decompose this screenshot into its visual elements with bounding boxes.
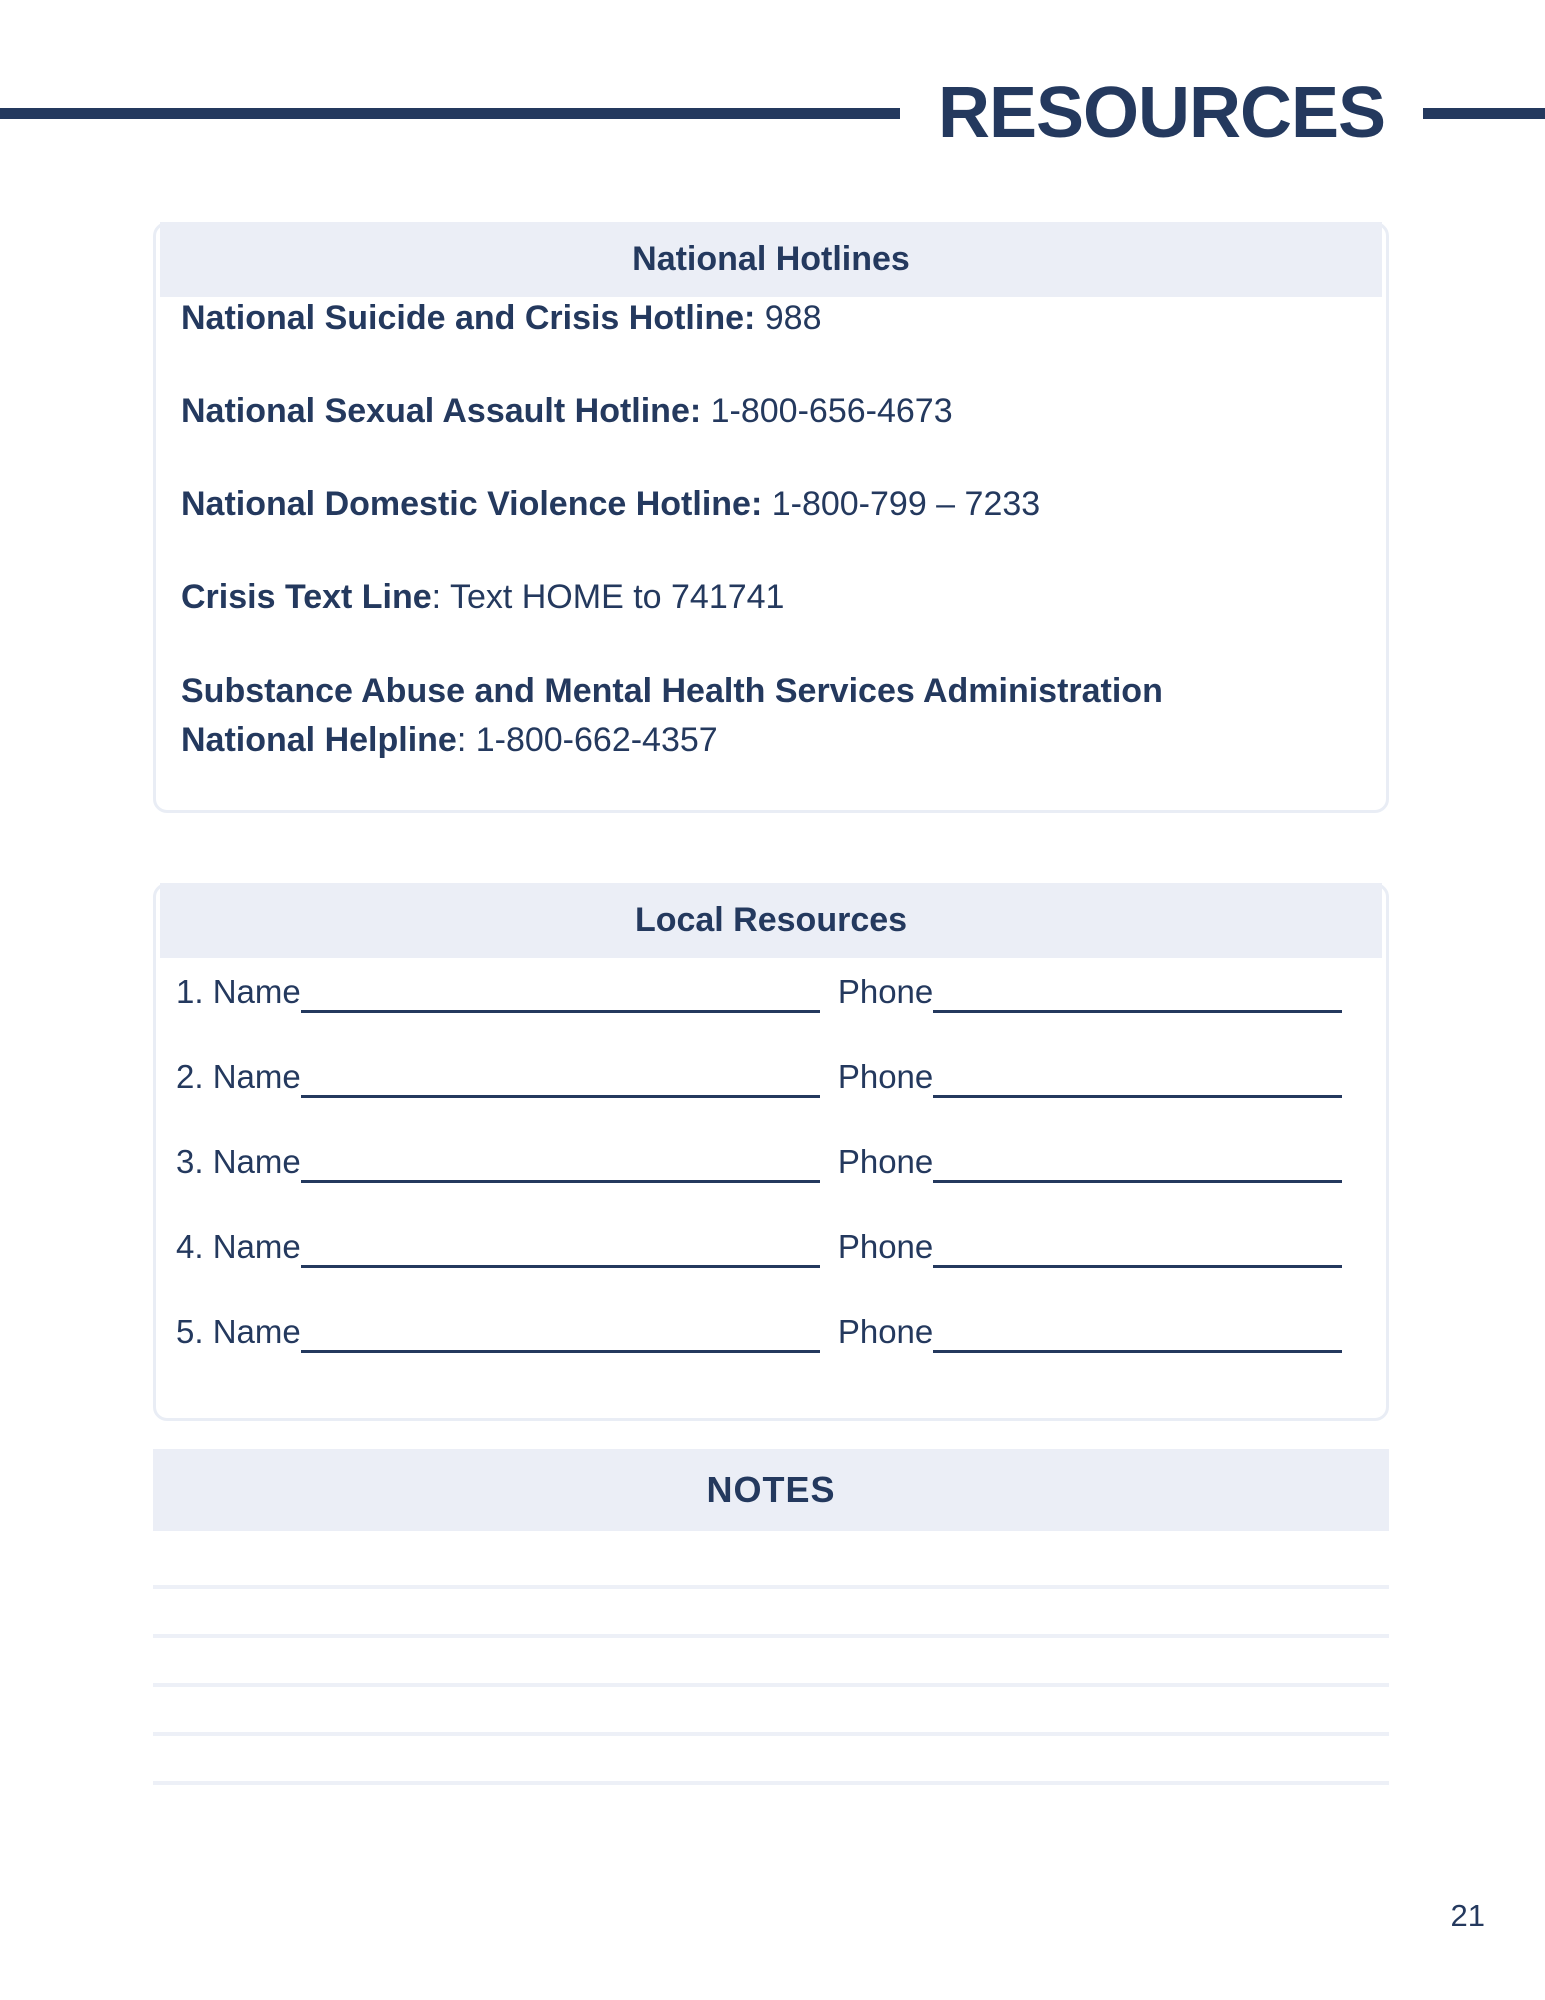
hotline-entry <box>181 481 1356 527</box>
hotline-value: : Text HOME to 741741 <box>431 578 785 616</box>
phone-blank-line <box>933 1147 1342 1183</box>
hotline-value: 1-800-799 – 7233 <box>762 485 1041 523</box>
hotline-label: National Domestic Violence Hotline: <box>181 485 763 523</box>
name-blank-line <box>301 1147 820 1183</box>
notes-area <box>153 1585 1389 1785</box>
phone-label: Phone <box>837 1313 934 1350</box>
hotline-label: National Sexual Assault Hotline: <box>181 392 702 430</box>
page-title: RESOURCES <box>938 73 1386 153</box>
name-label: 3. Name <box>176 1143 301 1180</box>
notes-ruled-line <box>153 1634 1389 1638</box>
hotline-label-line2: National Helpline <box>181 721 457 759</box>
local-resources-section <box>153 883 1389 1421</box>
hotline-label: National Suicide and Crisis Hotline: <box>181 299 756 337</box>
phone-label: Phone <box>837 1228 934 1265</box>
hotline-value: : 1-800-662-4357 <box>456 721 718 759</box>
notes-title: NOTES <box>706 1469 836 1510</box>
phone-blank-line <box>933 977 1342 1013</box>
local-resources-title: Local Resources <box>634 901 908 939</box>
notes-ruled-line <box>153 1732 1389 1736</box>
name-label: 5. Name <box>176 1313 301 1350</box>
local-resources-header-band <box>160 883 1382 958</box>
page-header <box>0 68 1545 158</box>
hotline-value: 1-800-656-4673 <box>701 392 953 430</box>
phone-label: Phone <box>837 1143 934 1180</box>
name-blank-line <box>301 1062 820 1098</box>
phone-blank-line <box>933 1062 1342 1098</box>
notes-header-band <box>153 1449 1389 1531</box>
hotline-entry-samhsa <box>181 667 1356 765</box>
phone-label: Phone <box>837 1058 934 1095</box>
phone-blank-line <box>933 1317 1342 1353</box>
notes-ruled-line <box>153 1683 1389 1687</box>
name-blank-line <box>301 977 820 1013</box>
local-resources-card <box>153 883 1389 1421</box>
hotline-label: Crisis Text Line <box>181 578 432 616</box>
name-label: 2. Name <box>176 1058 301 1095</box>
hotline-value: 988 <box>755 299 822 337</box>
notes-ruled-line <box>153 1781 1389 1785</box>
name-blank-line <box>301 1317 820 1353</box>
header-rule-left <box>0 108 900 119</box>
hotline-entry <box>181 295 1356 341</box>
local-resource-row <box>176 1056 1342 1098</box>
national-hotlines-section <box>153 222 1389 813</box>
local-resource-row <box>176 971 1342 1013</box>
national-hotlines-header-band <box>160 222 1382 297</box>
phone-label: Phone <box>837 973 934 1010</box>
local-resource-row <box>176 1311 1342 1353</box>
hotline-entry <box>181 574 1356 620</box>
name-label: 4. Name <box>176 1228 301 1265</box>
notes-ruled-line <box>153 1585 1389 1589</box>
national-hotlines-title: National Hotlines <box>632 240 910 278</box>
national-hotlines-card <box>153 222 1389 813</box>
notes-section <box>153 1449 1389 1785</box>
page-number: 21 <box>1450 1898 1485 1933</box>
local-resource-row <box>176 1141 1342 1183</box>
hotline-label-line1: Substance Abuse and Mental Health Services Administration <box>181 672 1163 710</box>
phone-blank-line <box>933 1232 1342 1268</box>
local-resource-row <box>176 1226 1342 1268</box>
hotline-entry <box>181 388 1356 434</box>
header-rule-right <box>1423 108 1545 119</box>
name-blank-line <box>301 1232 820 1268</box>
name-label: 1. Name <box>176 973 301 1010</box>
